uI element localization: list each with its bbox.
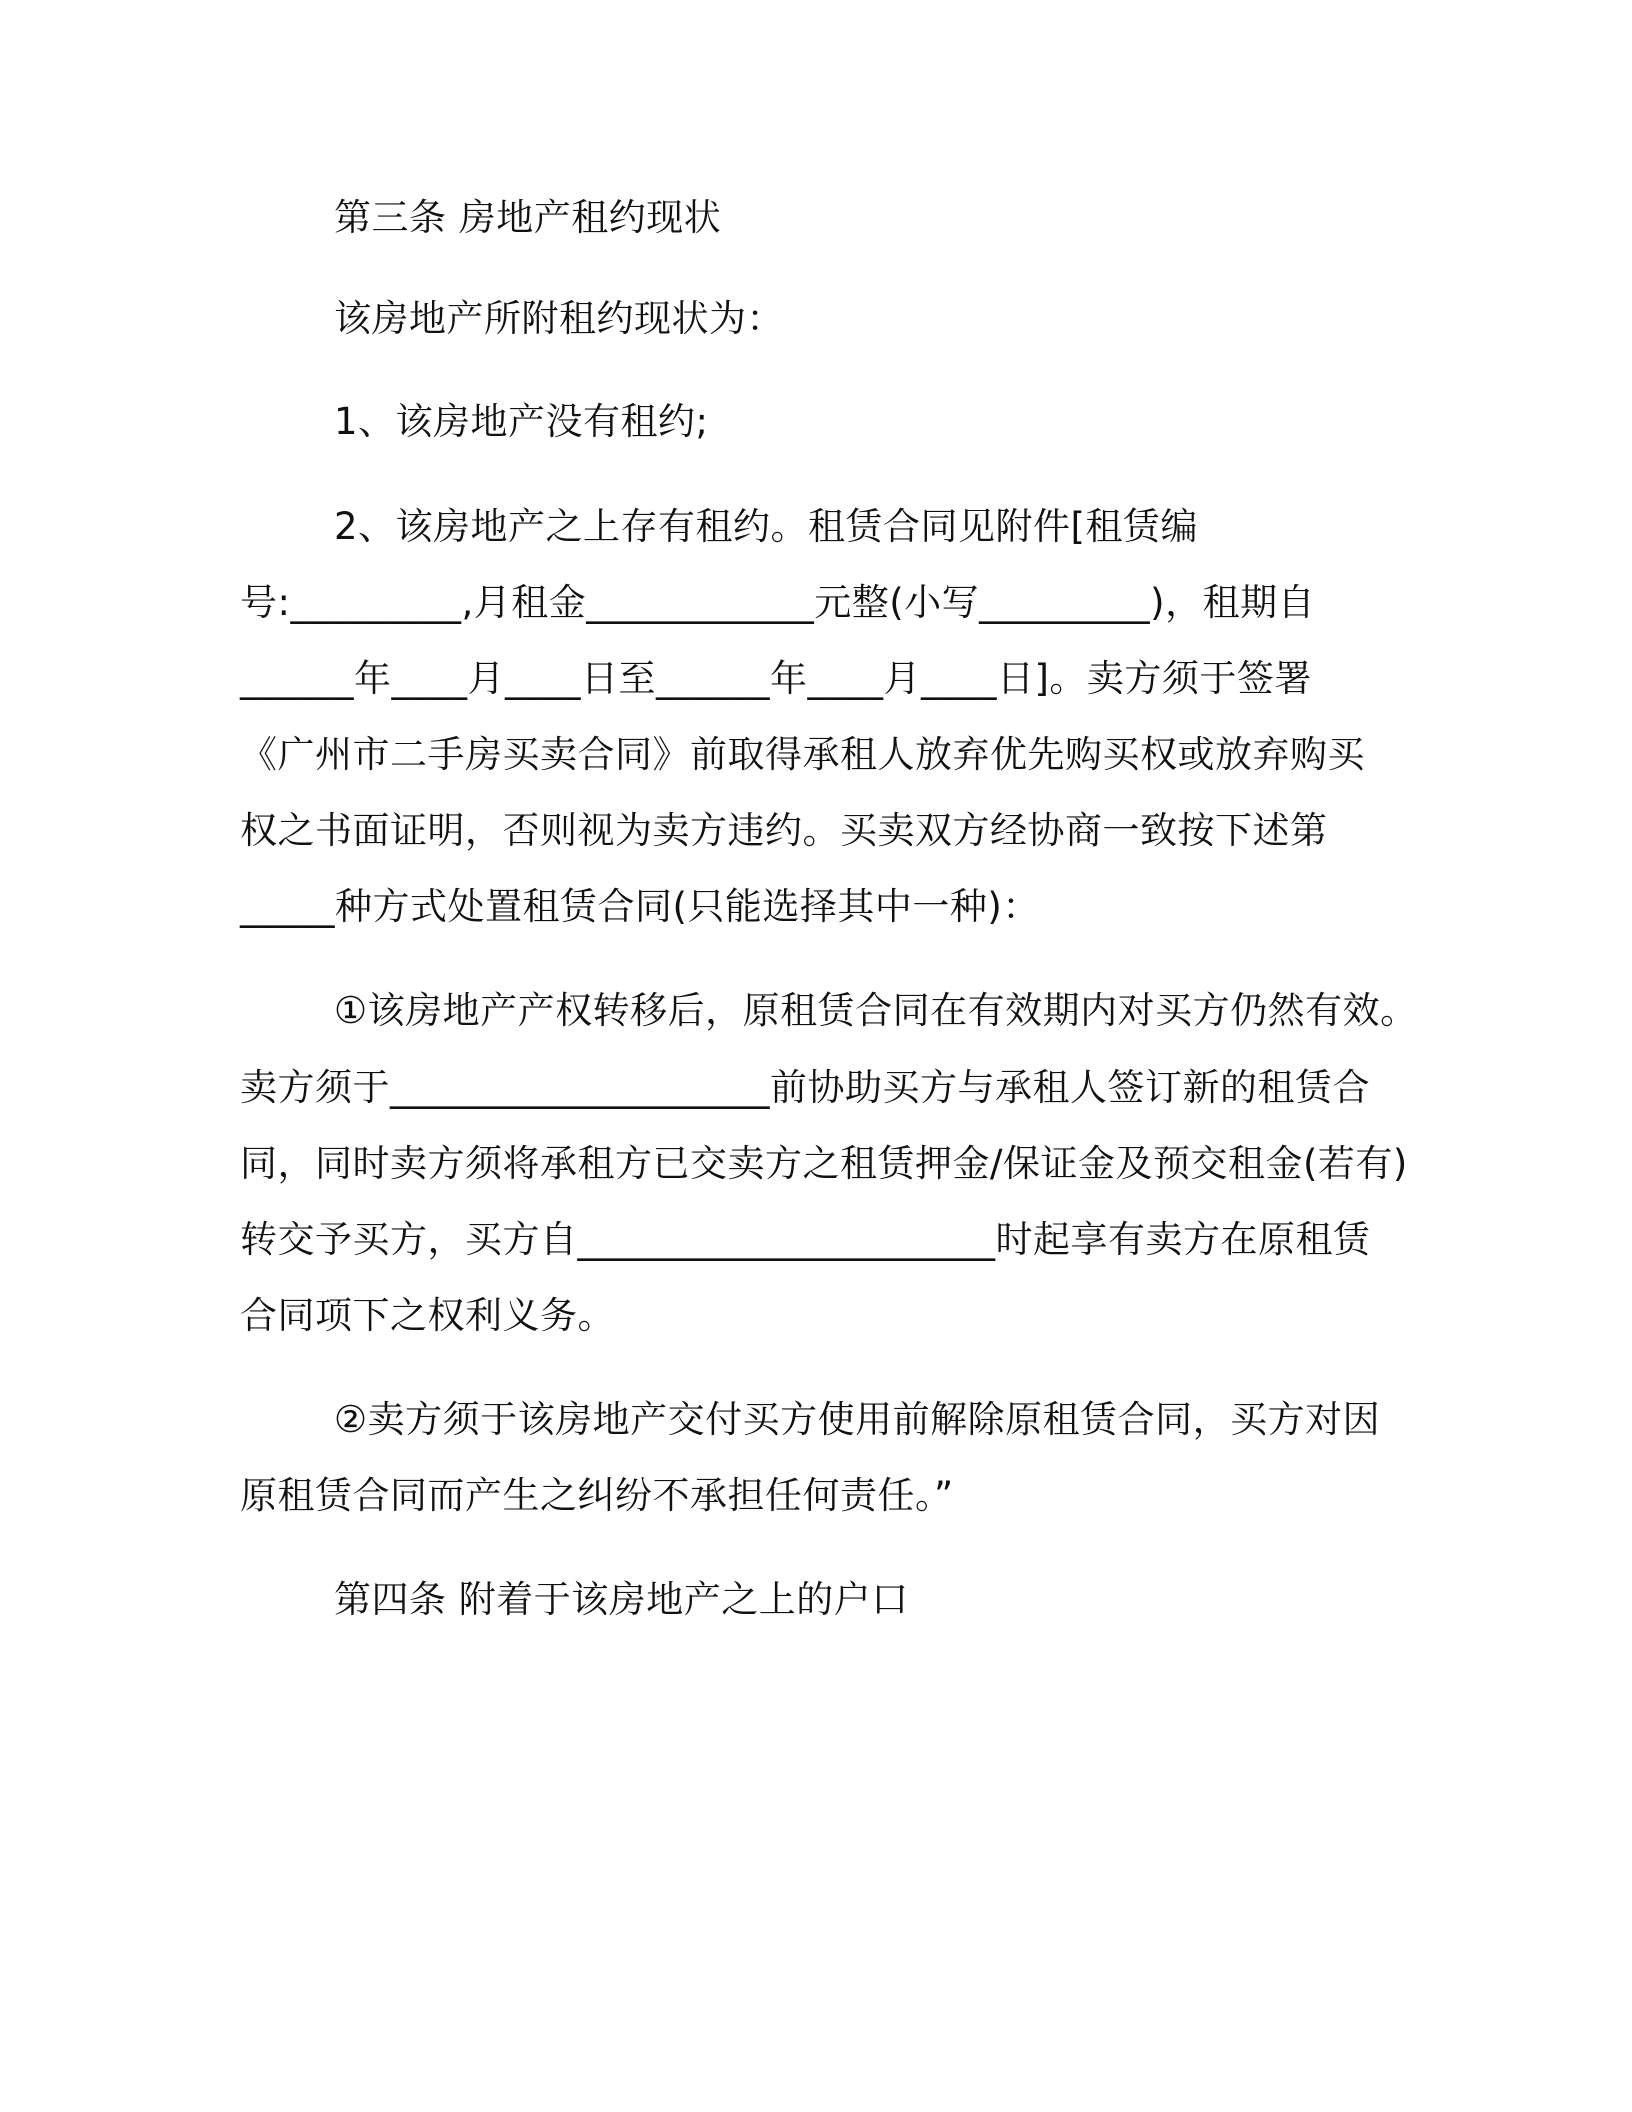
option-1-line-4: 转交予买方，买方自______________________时起享有卖方在原租赁 (240, 1218, 1371, 1261)
lease-item-2-line-5: 权之书面证明，否则视为卖方违约。买卖双方经协商一致按下述第 (240, 809, 1328, 852)
lease-item-2-line-4: 《广州市二手房买卖合同》前取得承租人放弃优先购买权或放弃购买 (240, 733, 1365, 776)
lease-item-1: 1、该房地产没有租约; (334, 400, 709, 443)
lease-item-2-line-6: _____种方式处置租赁合同(只能选择其中一种)： (240, 885, 1040, 928)
option-2-line-2: 原租赁合同而产生之纠纷不承担任何责任。” (240, 1474, 954, 1517)
lease-item-2-line-1: 2、该房地产之上存有租约。租赁合同见附件[租赁编 (334, 505, 1198, 548)
article-4-heading: 第四条 附着于该房地产之上的户口 (334, 1578, 909, 1621)
option-1-line-3: 同，同时卖方须将承租方已交卖方之租赁押金/保证金及预交租金(若有) (240, 1142, 1408, 1185)
option-2-line-1: ②卖方须于该房地产交付买方使用前解除原租赁合同，买方对因 (334, 1398, 1381, 1441)
option-1-line-5: 合同项下之权利义务。 (240, 1294, 615, 1337)
article-3-intro: 该房地产所附租约现状为： (334, 297, 784, 340)
lease-item-2-line-3: ______年____月____日至______年____月____日]。卖方须于签署 (240, 657, 1312, 700)
option-1-line-2: 卖方须于____________________前协助买方与承租人签订新的租赁合 (240, 1066, 1370, 1109)
lease-item-2-line-2: 号:_________,月租金____________元整(小写_________)，租期自 (240, 581, 1316, 624)
option-1-line-1: ①该房地产产权转移后，原租赁合同在有效期内对买方仍然有效。 (334, 989, 1418, 1032)
article-3-heading: 第三条 房地产租约现状 (334, 196, 722, 239)
